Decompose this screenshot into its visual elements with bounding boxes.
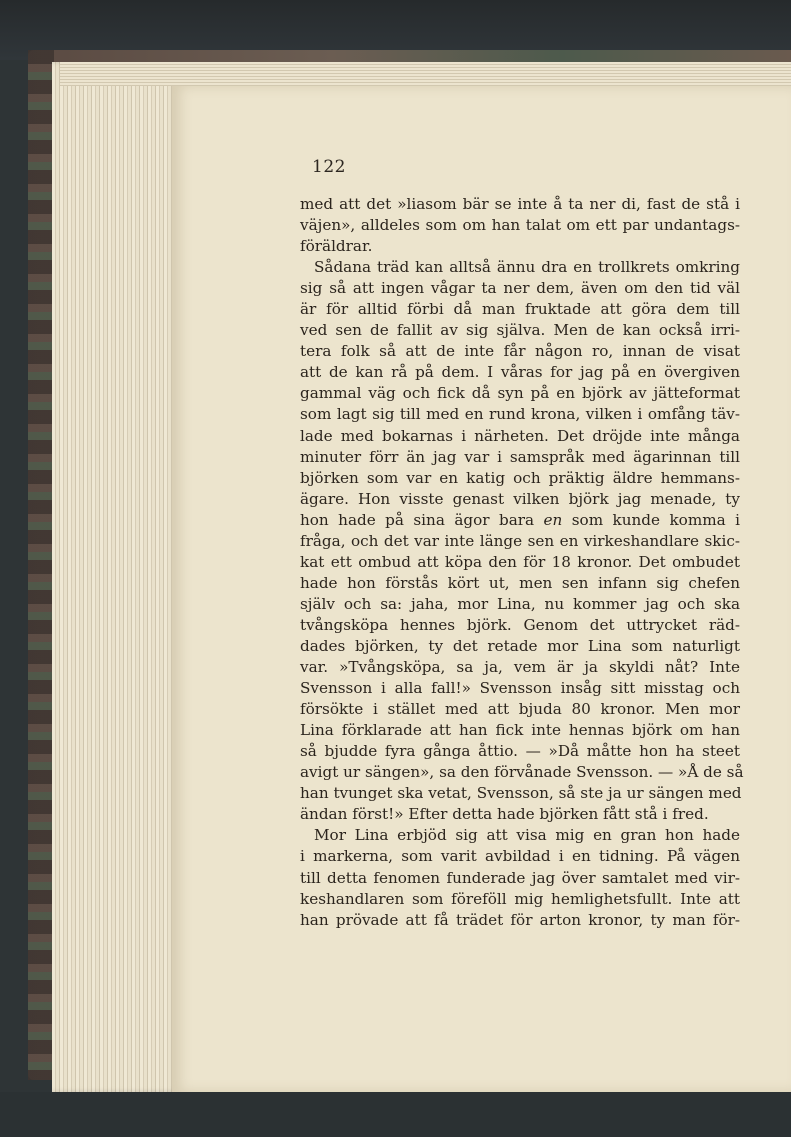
- text-line: tera folk så att de inte får någon ro, innan de visat: [300, 342, 740, 361]
- text-line: i markerna, som varit avbildad i en tidning. På vägen: [300, 847, 740, 866]
- text-line: fråga, och det var inte länge sen en virkeshandlare skic-: [300, 531, 740, 550]
- emphasized-word: en: [543, 510, 563, 529]
- text-segment: hon hade på sina ägor bara: [300, 510, 544, 529]
- text-line: dades björken, ty det retade mor Lina som naturligt: [300, 636, 740, 655]
- text-line: gammal väg och fick då syn på en björk av jätteformat: [300, 384, 740, 403]
- text-line: hade hon förstås kört ut, men sen infann sig chefen: [300, 573, 740, 592]
- text-line: avigt ur sängen», sa den förvånade Svensson. — »Å de så: [300, 763, 744, 782]
- text-line: själv och sa: jaha, mor Lina, nu kommer jag och ska: [300, 594, 740, 613]
- text-line: ägare. Hon visste genast vilken björk jag menade, ty: [300, 489, 740, 508]
- text-line: sig så att ingen vågar ta ner dem, även om den tid väl: [300, 279, 740, 298]
- text-line: med att det »liasom bär se inte å ta ner di, fast de stå i: [300, 195, 740, 213]
- page-edges-left: [52, 62, 182, 1092]
- page-edges-top: [60, 62, 791, 86]
- text-line: han tvunget ska vetat, Svensson, så ste ja ur sängen med: [300, 784, 742, 803]
- text-line: till detta fenomen funderade jag över samtalet med vir-: [300, 868, 740, 887]
- bottom-backdrop: [0, 1092, 791, 1137]
- text-line: han prövade att få trädet för arton kronor, ty man för-: [300, 910, 740, 929]
- text-line: [300, 510, 740, 531]
- text-line: lade med bokarnas i närheten. Det dröjde inte många: [300, 426, 740, 445]
- text-line: föräldrar.: [300, 237, 373, 256]
- body-text: [300, 194, 744, 931]
- text-segment: som kunde komma i: [562, 510, 740, 529]
- text-line: att de kan rå på dem. I våras for jag på en övergiven: [300, 363, 740, 382]
- text-line: keshandlaren som föreföll mig hemlighetsfullt. Inte att: [300, 889, 740, 908]
- text-line: Svensson i alla fall!» Svensson insåg sitt misstag och: [300, 679, 740, 698]
- text-line: Sådana träd kan alltså ännu dra en trollkrets omkring: [314, 258, 740, 277]
- text-line: Lina förklarade att han fick inte hennas björk om han: [300, 721, 740, 740]
- text-line: kat ett ombud att köpa den för 18 kronor. Det ombudet: [300, 552, 740, 571]
- text-line: Mor Lina erbjöd sig att visa mig en gran hon hade: [314, 826, 740, 845]
- text-line: minuter förr än jag var i samspråk med ägarinnan till: [300, 447, 740, 466]
- text-line: försökte i stället med att bjuda 80 kronor. Men mor: [300, 700, 740, 719]
- text-line: tvångsköpa hennes björk. Genom det uttrycket räd-: [300, 615, 740, 634]
- text-line: ved sen de fallit av sig själva. Men de kan också irri-: [300, 321, 740, 340]
- page-number: 122: [312, 157, 346, 177]
- text-line: är för alltid förbi då man fruktade att göra dem till: [300, 300, 740, 319]
- text-line: björken som var en katig och präktig äldre hemmans-: [300, 468, 740, 487]
- text-line: väjen», alldeles som om han talat om ett par undantags-: [300, 216, 740, 235]
- text-line: som lagt sig till med en rund krona, vilken i omfång täv-: [300, 405, 740, 424]
- text-line: så bjudde fyra gånga åttio. — »Då måtte hon ha steet: [300, 742, 740, 761]
- text-line: ändan först!» Efter detta hade björken fått stå i fred.: [300, 805, 709, 824]
- text-line: var. »Tvångsköpa, sa ja, vem är ja skyldi nåt? Inte: [300, 658, 740, 677]
